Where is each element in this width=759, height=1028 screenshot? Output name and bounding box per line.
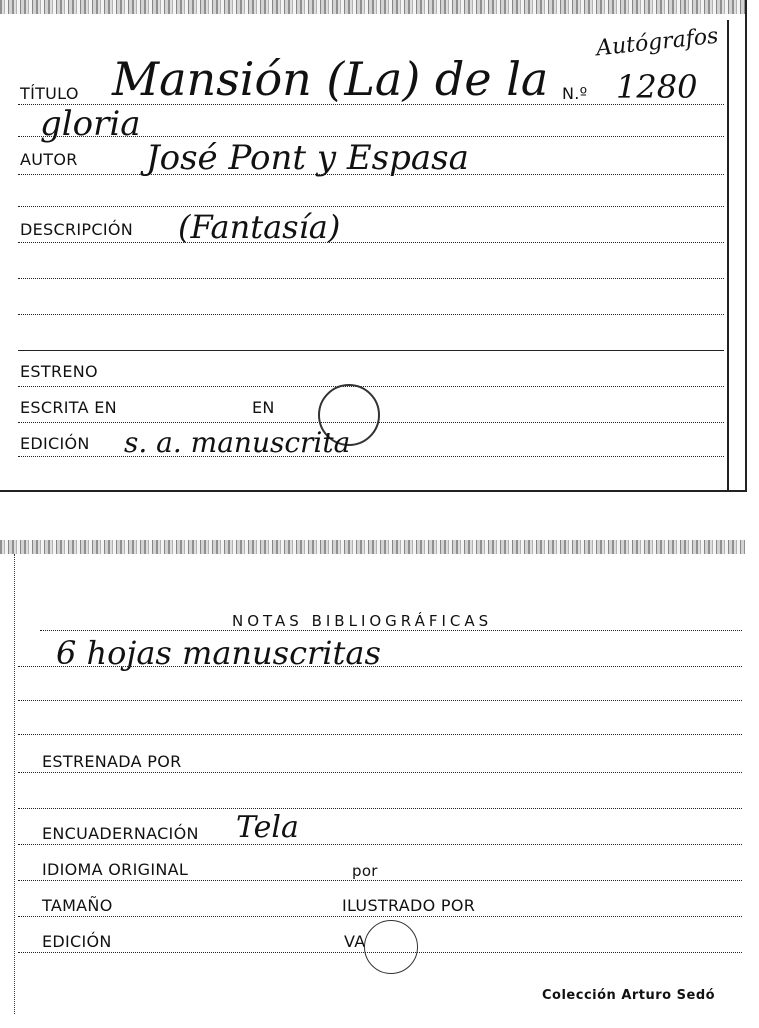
- label-estreno: ESTRENO: [20, 362, 98, 381]
- label-escrita-en: ESCRITA EN: [20, 398, 117, 417]
- estrenada-line: [18, 772, 742, 773]
- ruled-line: [18, 206, 724, 207]
- label-encuadernacion: ENCUADERNACIÓN: [42, 824, 199, 843]
- label-descripcion: DESCRIPCIÓN: [20, 220, 133, 239]
- ruled-line: [18, 350, 724, 351]
- label-edicion: EDICIÓN: [20, 434, 90, 453]
- encuadernacion-value: Tela: [236, 810, 299, 845]
- label-autor: AUTOR: [20, 150, 78, 169]
- label-titulo: TÍTULO: [20, 84, 79, 103]
- autor-line: [18, 174, 724, 175]
- label-edicion-back: EDICIÓN: [42, 932, 112, 951]
- titulo-line-2: [18, 136, 724, 137]
- card-edge: [14, 554, 15, 1014]
- label-numero: N.º: [562, 84, 588, 103]
- tamano-line: [18, 916, 742, 917]
- label-tamano: TAMAÑO: [42, 896, 113, 915]
- autor-value: José Pont y Espasa: [146, 138, 469, 178]
- category-handwritten: Autógrafos: [595, 23, 720, 62]
- escrita-line: [18, 422, 724, 423]
- descripcion-line: [18, 242, 724, 243]
- ruled-line: [18, 700, 742, 701]
- ruled-line: [18, 278, 724, 279]
- label-por: por: [352, 862, 378, 880]
- encuadernacion-line: [18, 844, 742, 845]
- titulo-value-line1: Mansión (La) de la: [112, 52, 549, 106]
- catalog-card-back: [0, 540, 745, 1028]
- edicion-value: s. a. manuscrita: [124, 426, 351, 459]
- ruled-line: [18, 666, 742, 667]
- catalog-card-front: [0, 0, 747, 492]
- label-en: EN: [252, 398, 275, 417]
- ruled-line: [18, 314, 724, 315]
- edicion-line: [18, 456, 724, 457]
- titulo-value-line2: gloria: [40, 104, 141, 144]
- header-line: [40, 630, 742, 631]
- torn-edge: [0, 0, 745, 14]
- estreno-line: [18, 386, 724, 387]
- numero-value: 1280: [616, 68, 698, 106]
- notas-value: 6 hojas manuscritas: [56, 634, 381, 672]
- label-ilustrado-por: ILUSTRADO POR: [342, 896, 476, 915]
- card-edge: [727, 20, 729, 490]
- label-estrenada-por: ESTRENADA POR: [42, 752, 182, 771]
- label-idioma-original: IDIOMA ORIGINAL: [42, 860, 189, 879]
- ruled-line: [18, 734, 742, 735]
- stamp-circle: [364, 920, 418, 974]
- notas-header: NOTAS BIBLIOGRÁFICAS: [232, 612, 493, 630]
- torn-edge: [0, 540, 745, 554]
- edicion-back-line: [18, 952, 742, 953]
- ruled-line: [18, 808, 742, 809]
- descripcion-value: (Fantasía): [178, 208, 341, 246]
- idioma-line: [18, 880, 742, 881]
- label-va: VA: [344, 932, 366, 951]
- collection-footer: Colección Arturo Sedó: [542, 988, 716, 1003]
